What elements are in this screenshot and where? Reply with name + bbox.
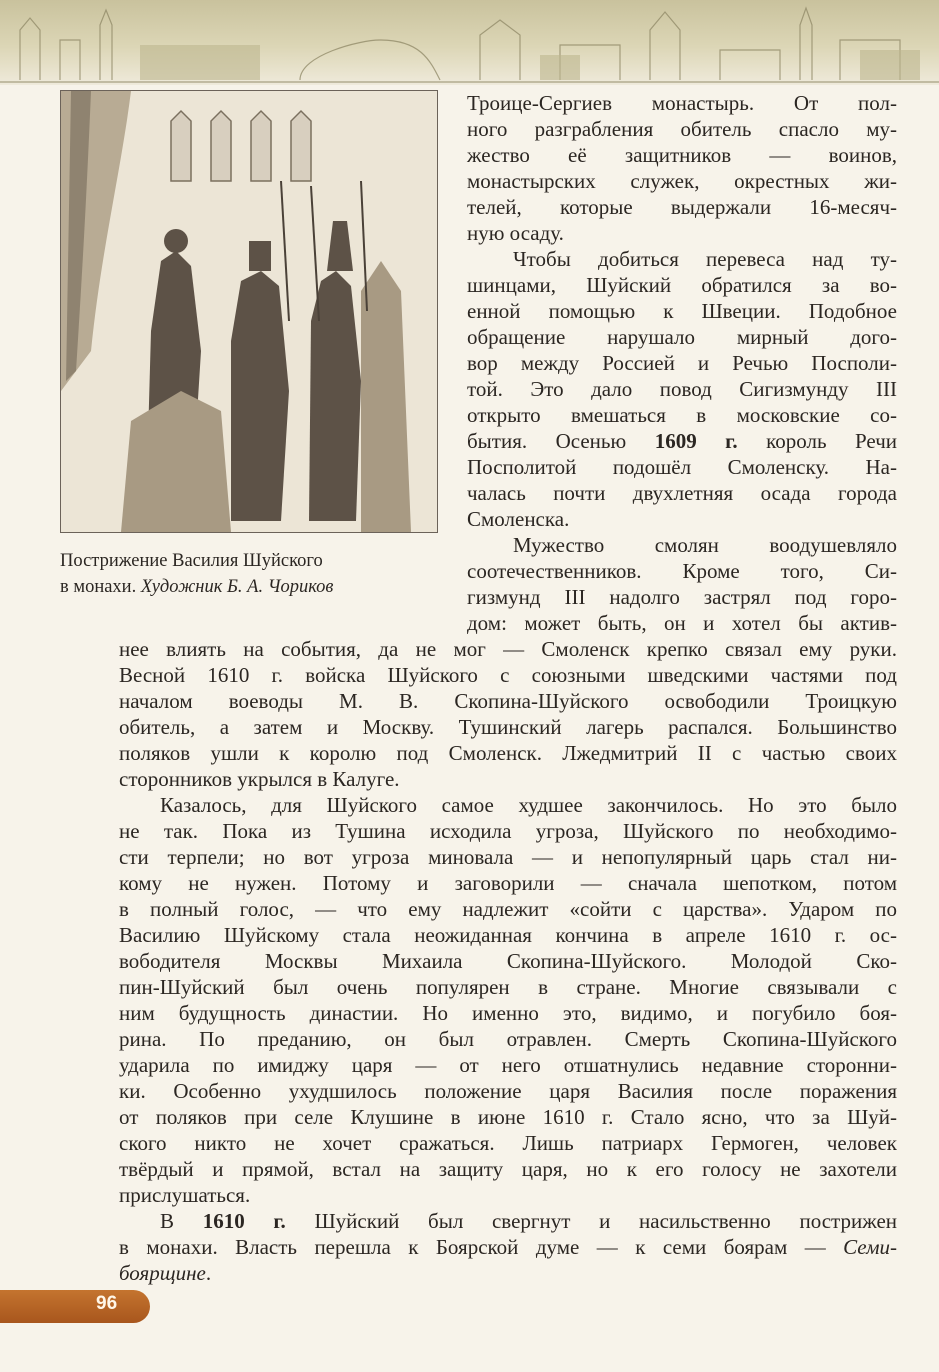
text-line	[467, 428, 897, 454]
engraving-image	[61, 91, 437, 532]
text-line: Смоленска.	[467, 507, 570, 531]
text-span: Шуйский был свергнут и насильственно пострижен	[314, 1209, 897, 1233]
text-line	[119, 1260, 897, 1286]
text-line: жество её защитников — воинов,	[467, 143, 897, 167]
date-highlight: 1610 г.	[202, 1209, 286, 1233]
text-line: открыто вмешаться в московские со-	[467, 403, 897, 427]
text-line: соотечественников. Кроме того, Си-	[467, 559, 897, 583]
text-line: Посполитой подошёл Смоленску. На-	[467, 455, 897, 479]
text-line: поляков ушли к королю под Смоленск. Лжедмитрий II с частью своих	[119, 741, 897, 765]
text-line: в полный голос, — что ему надлежит «сойти с царства». Ударом по	[119, 897, 897, 921]
text-line: прислушаться.	[119, 1183, 251, 1207]
text-line: от поляков при селе Клушине в июне 1610 г. Стало ясно, что за Шуй-	[119, 1105, 897, 1129]
text-line: пин-Шуйский был очень популярен в стране. Многие связывали с	[119, 975, 897, 999]
caption-line-2	[60, 574, 440, 600]
caption-text: в монахи.	[60, 577, 141, 597]
text-line: началом воеводы М. В. Скопина-Шуйского освободили Троицкую	[119, 689, 897, 713]
text-line: не так. Пока из Тушина исходила угроза, Шуйского по необходимо-	[119, 819, 897, 843]
text-span: король Речи	[766, 429, 898, 453]
text-line: гизмунд III надолго застрял под горо-	[467, 585, 897, 609]
text-line: кому не нужен. Потому и заговорили — сначала шепотком, потом	[119, 871, 897, 895]
text-line: дом: может быть, он и хотел бы актив-	[467, 611, 897, 635]
text-line: рина. По преданию, он был отравлен. Смерть Скопина-Шуйского	[119, 1027, 897, 1051]
illustration-caption	[60, 548, 440, 600]
text-line: ную осаду.	[467, 221, 564, 245]
text-span: бытия. Осенью	[467, 429, 627, 453]
text-line: ударила по имиджу царя — от него отшатнулись недавние сторонни-	[119, 1053, 897, 1077]
old-city-skyline-icon	[0, 0, 939, 85]
text-line: сти терпели; но вот угроза миновала — и непопулярный царь стал ни-	[119, 845, 897, 869]
text-line: сторонников укрылся в Калуге.	[119, 767, 400, 791]
text-line: той. Это дало повод Сигизмунду III	[467, 377, 897, 401]
text-line: ки. Особенно ухудшилось положение царя Василия после поражения	[119, 1079, 897, 1103]
text-span: .	[205, 1261, 212, 1285]
text-line: обитель, а затем и Москву. Тушинский лагерь распался. Большинство	[119, 715, 897, 739]
text-line: твёрдый и прямой, встал на защиту царя, но к его голосу не захотели	[119, 1157, 897, 1181]
text-line: Василию Шуйскому стала неожиданная кончина в апреле 1610 г. ос-	[119, 923, 897, 947]
text-line: Мужество смолян воодушевляло	[513, 533, 897, 557]
text-line: обращение нарушало мирный дого-	[467, 325, 897, 349]
page-number-tab	[0, 1290, 150, 1323]
text-line: Казалось, для Шуйского самое худшее закончилось. Но это было	[160, 793, 897, 817]
text-line: Троице-Сергиев монастырь. От пол-	[467, 91, 897, 115]
text-line	[160, 1208, 897, 1234]
text-line: ского никто не хочет сражаться. Лишь патриарх Гермоген, человек	[119, 1131, 897, 1155]
text-line: енной помощью к Швеции. Подобное	[467, 299, 897, 323]
header-banner-decoration	[0, 0, 939, 85]
caption-artist: Художник Б. А. Чориков	[140, 577, 334, 597]
text-line: Весной 1610 г. войска Шуйского с союзными шведскими частями под	[119, 663, 897, 687]
page-number: 96	[96, 1293, 118, 1314]
caption-line-1: Пострижение Василия Шуйского	[60, 551, 323, 571]
term-italic: боярщине	[119, 1261, 206, 1285]
text-span: В	[160, 1209, 175, 1233]
text-line: нее влиять на события, да не мог — Смоленск крепко связал ему руки.	[119, 637, 897, 661]
text-line: вор между Россией и Речью Посполи-	[467, 351, 897, 375]
text-span: в монахи. Власть перешла к Боярской думе — к семи боярам —	[119, 1235, 826, 1259]
date-highlight: 1609 г.	[654, 429, 738, 453]
text-line: телей, которые выдержали 16-месяч-	[467, 195, 897, 219]
text-line: ного разграбления обитель спасло му-	[467, 117, 897, 141]
text-line: вободителя Москвы Михаила Скопина-Шуйского. Молодой Ско-	[119, 949, 897, 973]
text-line: чалась почти двухлетняя осада города	[467, 481, 897, 505]
text-line	[119, 1234, 897, 1260]
text-line: шинцами, Шуйский обратился за во-	[467, 273, 897, 297]
term-italic: Семи-	[843, 1235, 897, 1259]
text-line: ним будущность династии. Но именно это, видимо, и погубило боя-	[119, 1001, 897, 1025]
engraving-illustration	[60, 90, 438, 533]
text-line: монастырских служек, окрестных жи-	[467, 169, 897, 193]
text-line: Чтобы добиться перевеса над ту-	[513, 247, 897, 271]
